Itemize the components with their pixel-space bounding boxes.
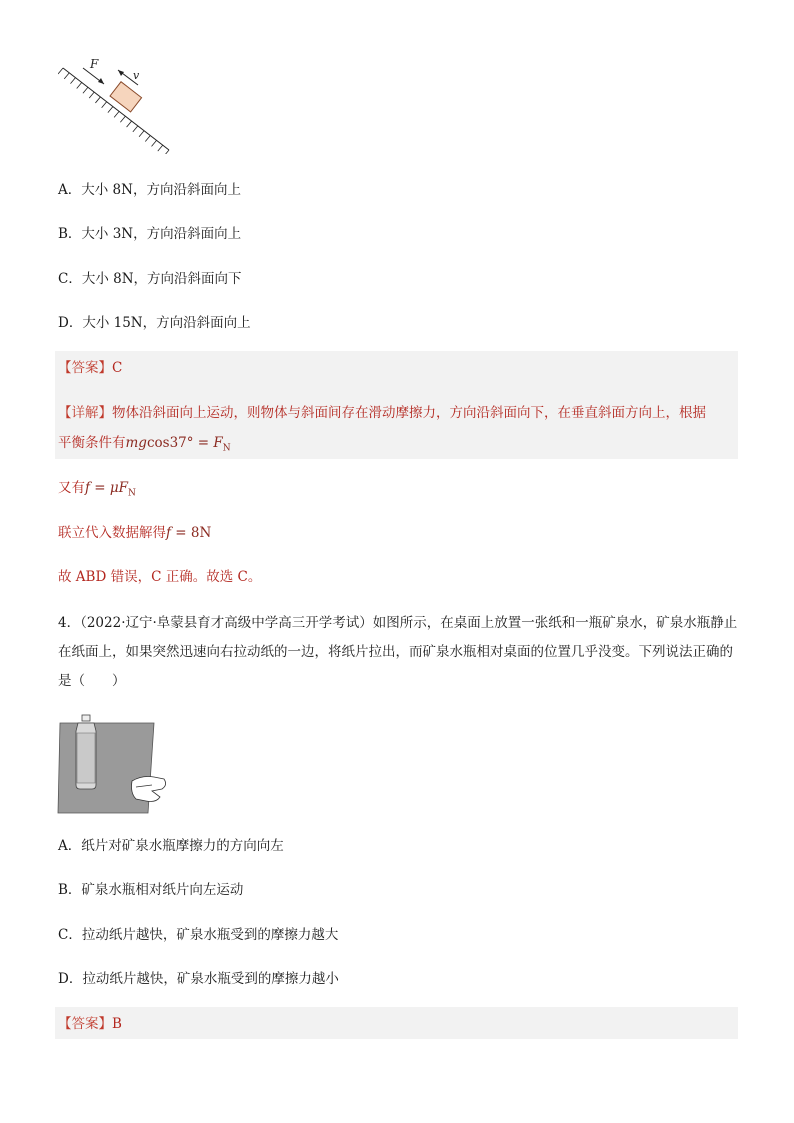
follow-line-1-text: 又有 bbox=[58, 480, 85, 496]
follow-line-3: 故 ABD 错误，C 正确。故选 C。 bbox=[58, 569, 262, 585]
q4-option-d: D．拉动纸片越快，矿泉水瓶受到的摩擦力越小 bbox=[58, 971, 339, 987]
incline-figure bbox=[58, 52, 174, 154]
block bbox=[110, 82, 142, 112]
q4-option-b: B．矿泉水瓶相对纸片向左运动 bbox=[58, 882, 244, 898]
q3-option-d: D．大小 15N，方向沿斜面向上 bbox=[58, 315, 251, 331]
q3-option-b: B．大小 3N，方向沿斜面向上 bbox=[58, 226, 242, 242]
q4-answer-block bbox=[55, 1007, 738, 1039]
q3-answer-block bbox=[55, 351, 738, 459]
q3-option-a: A．大小 8N，方向沿斜面向上 bbox=[58, 182, 241, 198]
follow-line-1-math: $f = \mu F_N$ bbox=[85, 480, 136, 499]
answer-value: C bbox=[112, 360, 123, 376]
bottle bbox=[76, 715, 96, 789]
answer-value: B bbox=[112, 1016, 122, 1032]
detail-tag: 【详解】 bbox=[58, 405, 112, 421]
q4-option-c: C．拉动纸片越快，矿泉水瓶受到的摩擦力越大 bbox=[58, 927, 339, 943]
answer-tag: 【答案】 bbox=[58, 360, 112, 376]
answer-tag: 【答案】 bbox=[58, 1016, 112, 1032]
q4-stem: 4．（2022·辽宁·阜蒙县育才高级中学高三开学考试）如图所示，在桌面上放置一张纸和一瓶矿泉水，矿泉水瓶静止在纸面上，如果突然迅速向右拉动纸的一边，将纸片拉出，而矿泉水瓶相对桌面的位置几乎没变。下列说法正确的是（ ） bbox=[58, 615, 738, 689]
detail-line-1: 物体沿斜面向上运动，则物体与斜面间存在滑动摩擦力，方向沿斜面向下，在垂直斜面方向上，根据 bbox=[112, 405, 706, 421]
velocity-label: v bbox=[133, 69, 140, 82]
follow-line-2-math: f = 8N bbox=[166, 525, 212, 541]
force-label: F bbox=[90, 57, 99, 71]
follow-line-2-text: 联立代入数据解得 bbox=[58, 525, 166, 541]
q4-option-a: A．纸片对矿泉水瓶摩擦力的方向向左 bbox=[58, 838, 284, 854]
hand bbox=[132, 777, 166, 802]
detail-line-2-text: 平衡条件有 bbox=[58, 435, 126, 451]
bottle-paper-figure bbox=[56, 713, 172, 815]
detail-line-2-math: $mgcos37^\circ = F_N$ bbox=[125, 435, 231, 454]
q3-option-c: C．大小 8N，方向沿斜面向下 bbox=[58, 271, 242, 287]
